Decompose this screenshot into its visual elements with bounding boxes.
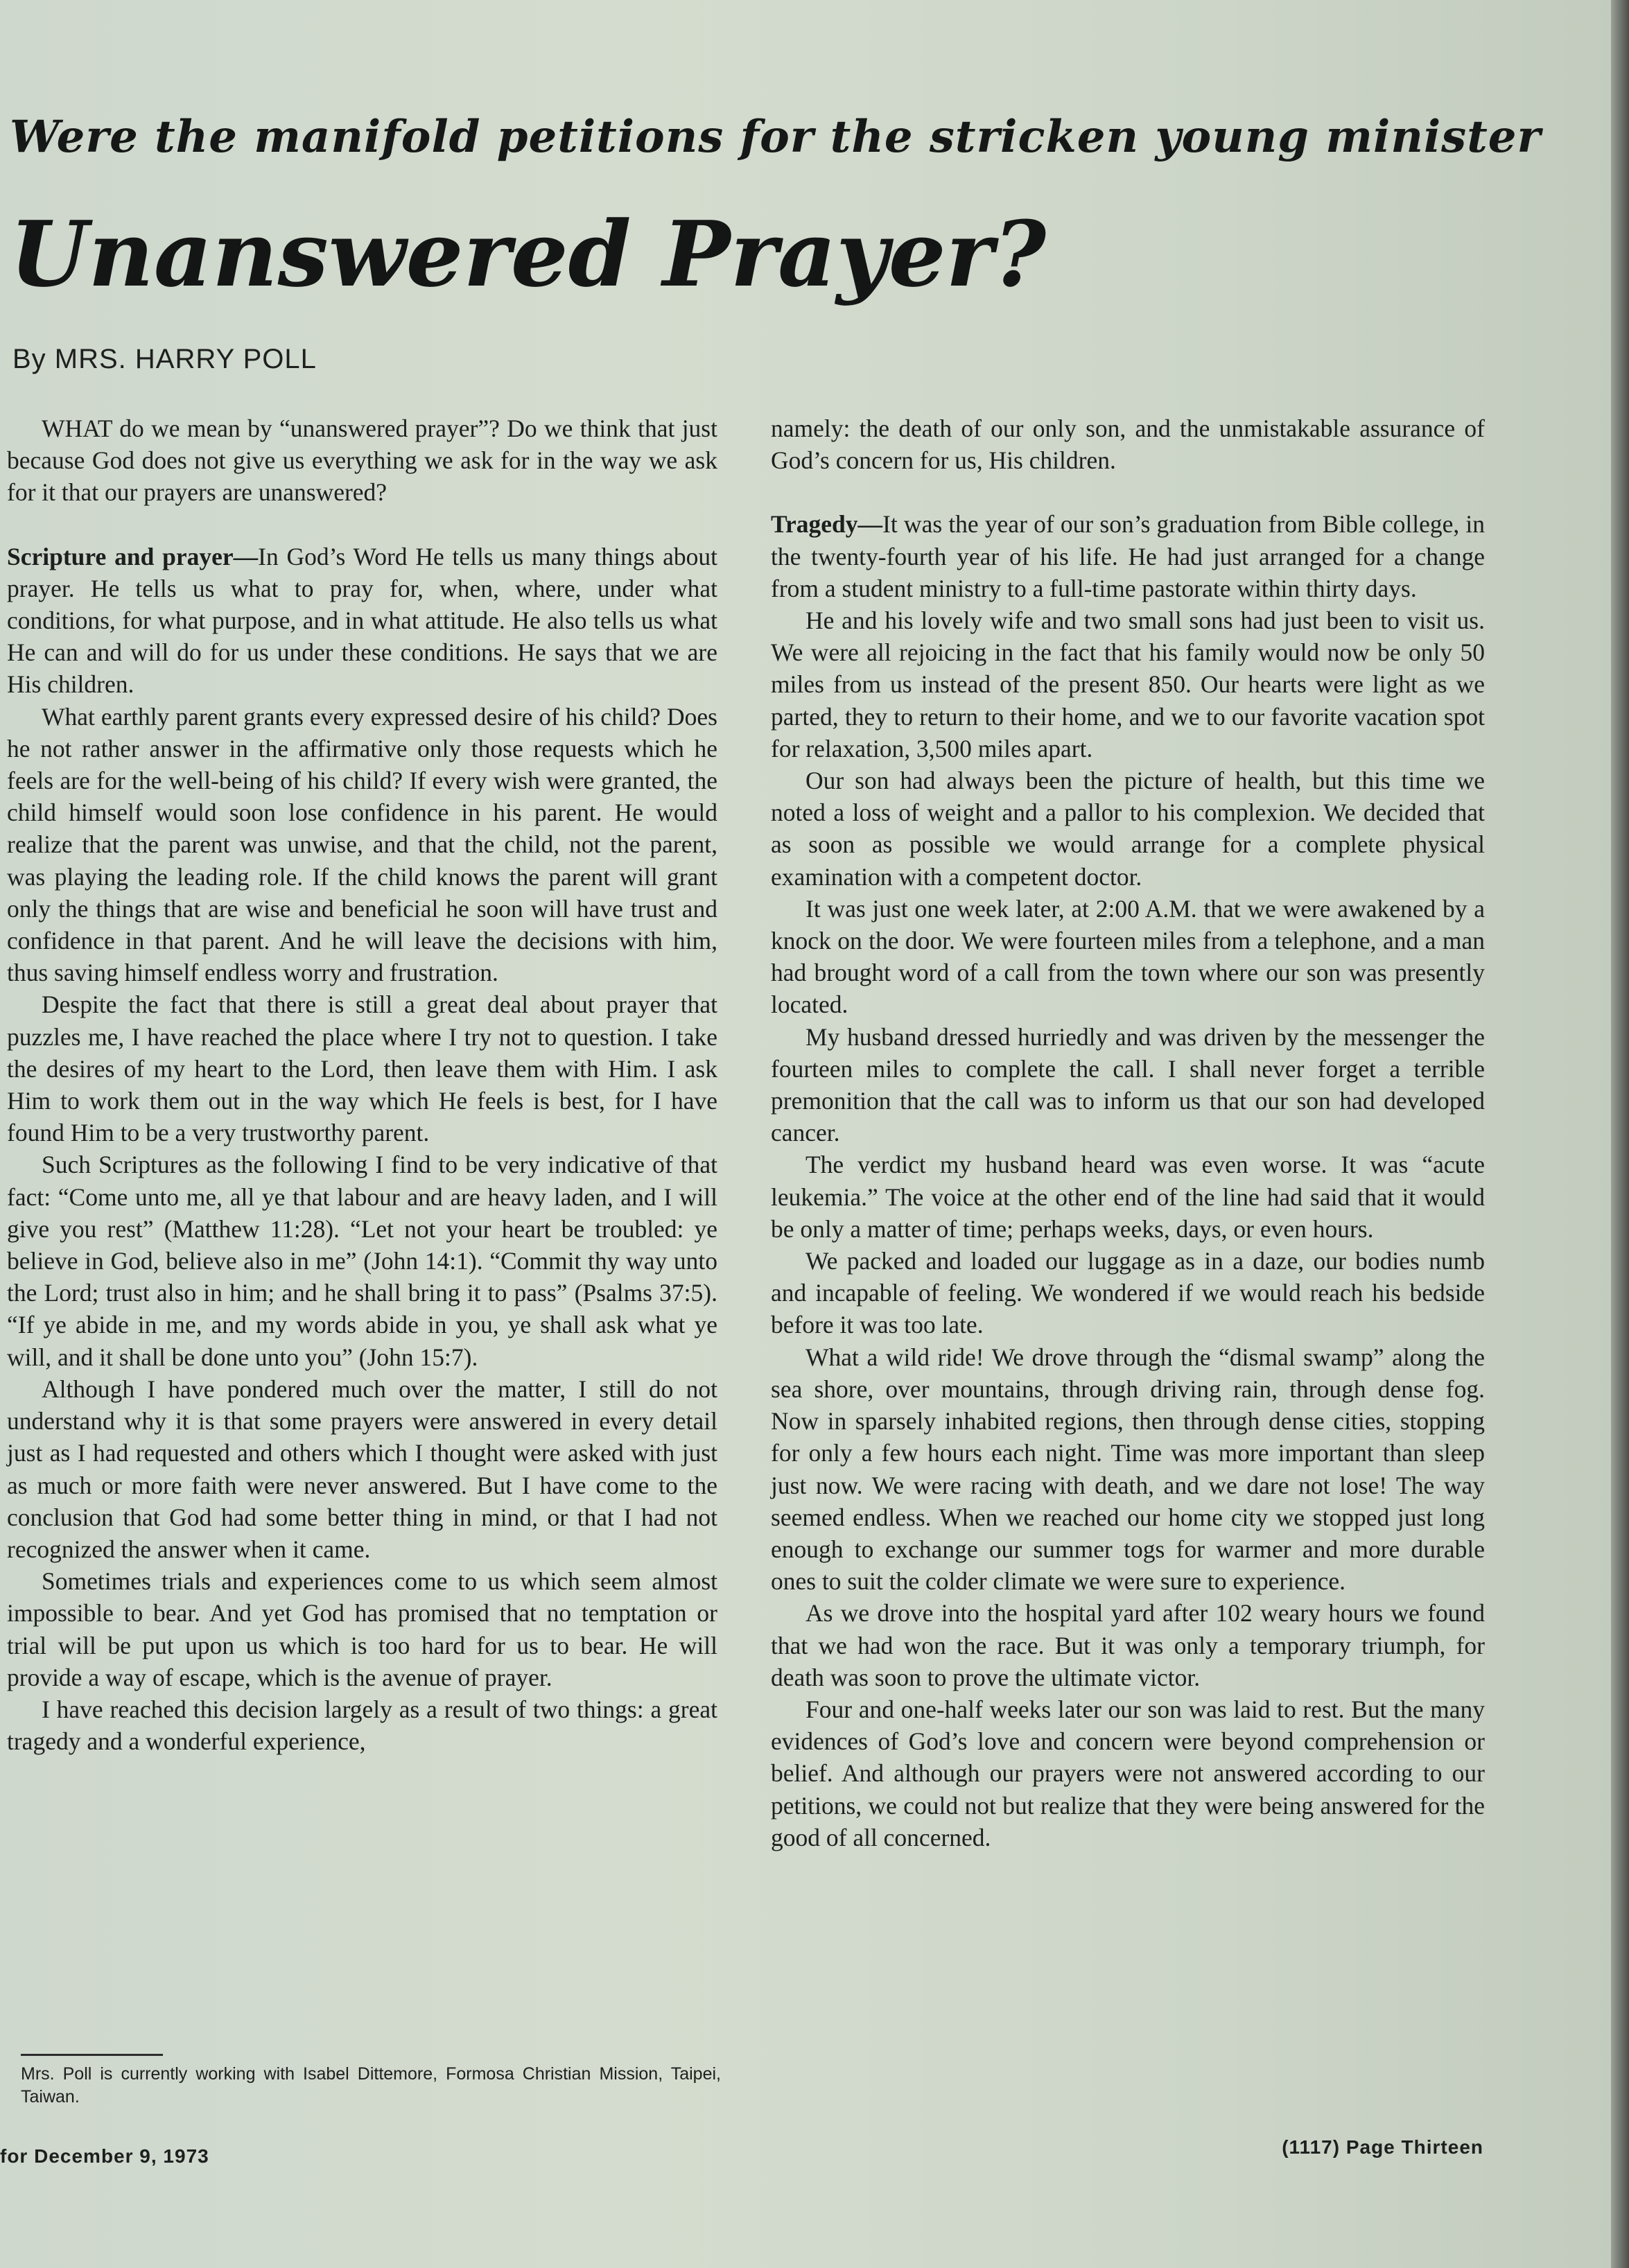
paragraph (7, 541, 717, 701)
paragraph: I have reached this decision largely as a result of two things: a great tragedy and a wonderful experience, (7, 1695, 717, 1756)
binding-edge (1611, 0, 1629, 2268)
paragraph: He and his lovely wife and two small sons had just been to visit us. We were all rejoicing in the fact that his family would now be only 50 miles from us instead of the present 850. Our hearts were light as we parted, they to return to their home, and we to our favorite vacation spot for relaxation, 3,500 miles apart. (771, 607, 1485, 762)
section-heading: Tragedy— (771, 510, 883, 539)
paragraph: As we drove into the hospital yard after 102 weary hours we found that we had won the race. But it was only a temporary triumph, for death was soon to prove the ultimate victor. (771, 1599, 1485, 1691)
left-column (7, 412, 717, 1757)
paragraph: Our son had always been the picture of health, but this time we noted a loss of weight and a pallor to his complexion. We decided that as soon as possible we would arrange for a complete physical examination with a competent doctor. (771, 767, 1485, 891)
paragraph: My husband dressed hurriedly and was driven by the messenger the fourteen miles to complete the call. I shall never forget a terrible premonition that the call was to inform us that our son had developed cancer. (771, 1022, 1485, 1147)
footnote-divider (21, 2054, 163, 2056)
article-byline: By MRS. HARRY POLL (12, 344, 317, 374)
issue-date: for December 9, 1973 (0, 2145, 209, 2167)
paragraph: namely: the death of our only son, and the unmistakable assurance of God’s concern for us, His children. (771, 415, 1485, 475)
paragraph (771, 508, 1485, 604)
paragraph: What a wild ride! We drove through the “dismal swamp” along the sea shore, over mountains, through driving rain, through dense fog. Now in sparsely inhabited regions, then through dense cities, stopping for only a few hours each night. Time was more important than sleep just now. We were racing with death, and we dare not lose! The way seemed endless. When we reached our home city we stopped just long enough to exchange our summer togs for warmer and more durable ones to suit the colder climate we were sure to experience. (771, 1343, 1485, 1596)
paragraph-text: It was the year of our son’s graduation from Bible college, in the twenty-fourth year of his life. He had just arranged for a change from a student ministry to a full-time pastorate within thirty days. (771, 510, 1485, 602)
author-footnote: Mrs. Poll is currently working with Isabel Dittemore, Formosa Christian Mission, Taipei, Taiwan. (21, 2064, 721, 2106)
paragraph: It was just one week later, at 2:00 A.M. that we were awakened by a knock on the door. We were fourteen miles from a telephone, and a man had brought word of a call from the town where our son was presently located. (771, 894, 1485, 1019)
paragraph: Four and one-half weeks later our son was laid to rest. But the many evidences of God’s love and concern were beyond comprehension or belief. And although our prayers were not answered according to our petitions, we could not but realize that they were being answered for the good of all concerned. (771, 1695, 1485, 1851)
paragraph: Despite the fact that there is still a great deal about prayer that puzzles me, I have reached the place where I try not to question. I take the desires of my heart to the Lord, then leave them with Him. I ask Him to work them out in the way which He feels is best, for I have found Him to be a very trustworthy parent. (7, 991, 717, 1147)
page-number: (1117) Page Thirteen (1282, 2136, 1483, 2158)
paragraph-text: In God’s Word He tells us many things about prayer. He tells us what to pray for, when, where, under what conditions, for what purpose, and in what attitude. He also tells us what He can and will do for us under these conditions. He says that we are His children. (7, 542, 717, 699)
paragraph: WHAT do we mean by “unanswered prayer”? Do we think that just because God does not give us everything we ask for in the way we ask for it that our prayers are unanswered? (7, 415, 717, 507)
article-title: Unanswered Prayer? (10, 201, 1047, 307)
article-kicker: Were the manifold petitions for the stricken young minister (10, 111, 1542, 163)
paragraph: The verdict my husband heard was even worse. It was “acute leukemia.” The voice at the other end of the line had said that it would be only a matter of time; perhaps weeks, days, or even hours. (771, 1151, 1485, 1243)
section-heading: Scripture and prayer— (7, 542, 259, 570)
paragraph: Sometimes trials and experiences come to us which seem almost impossible to bear. And yet God has promised that no temptation or trial will be put upon us which is too hard for us to bear. He will provide a way of escape, which is the avenue of prayer. (7, 1567, 717, 1691)
paragraph: Such Scriptures as the following I find to be very indicative of that fact: “Come unto me, all ye that labour and are heavy laden, and I will give you rest” (Matthew 11:28). “Let not your heart be troubled: ye believe in God, believe also in me” (John 14:1). “Commit thy way unto the Lord; trust also in him; and he shall bring it to pass” (Psalms 37:5). “If ye abide in me, and my words abide in you, ye shall ask what ye will, and it shall be done unto you” (John 15:7). (7, 1151, 717, 1371)
paragraph: We packed and loaded our luggage as in a daze, our bodies numb and incapable of feeling. We wondered if we would reach his bedside before it was too late. (771, 1247, 1485, 1339)
paragraph: Although I have pondered much over the matter, I still do not understand why it is that some prayers were answered in every detail just as I had requested and others which I thought were asked with just as much or more faith were never answered. But I have come to the conclusion that God had some better thing in mind, or that I had not recognized the answer when it came. (7, 1375, 717, 1563)
right-column (771, 412, 1485, 1853)
paragraph: What earthly parent grants every expressed desire of his child? Does he not rather answer in the affirmative only those requests which he feels are for the well-being of his child? If every wish were granted, the child himself would soon lose confidence in his parent. He would realize that the parent was unwise, and that the child, not the parent, was playing the leading role. If the child knows the parent will grant only the things that are wise and beneficial he soon will have trust and confidence in that parent. And he will leave the decisions with him, thus saving himself endless worry and frustration. (7, 702, 717, 987)
